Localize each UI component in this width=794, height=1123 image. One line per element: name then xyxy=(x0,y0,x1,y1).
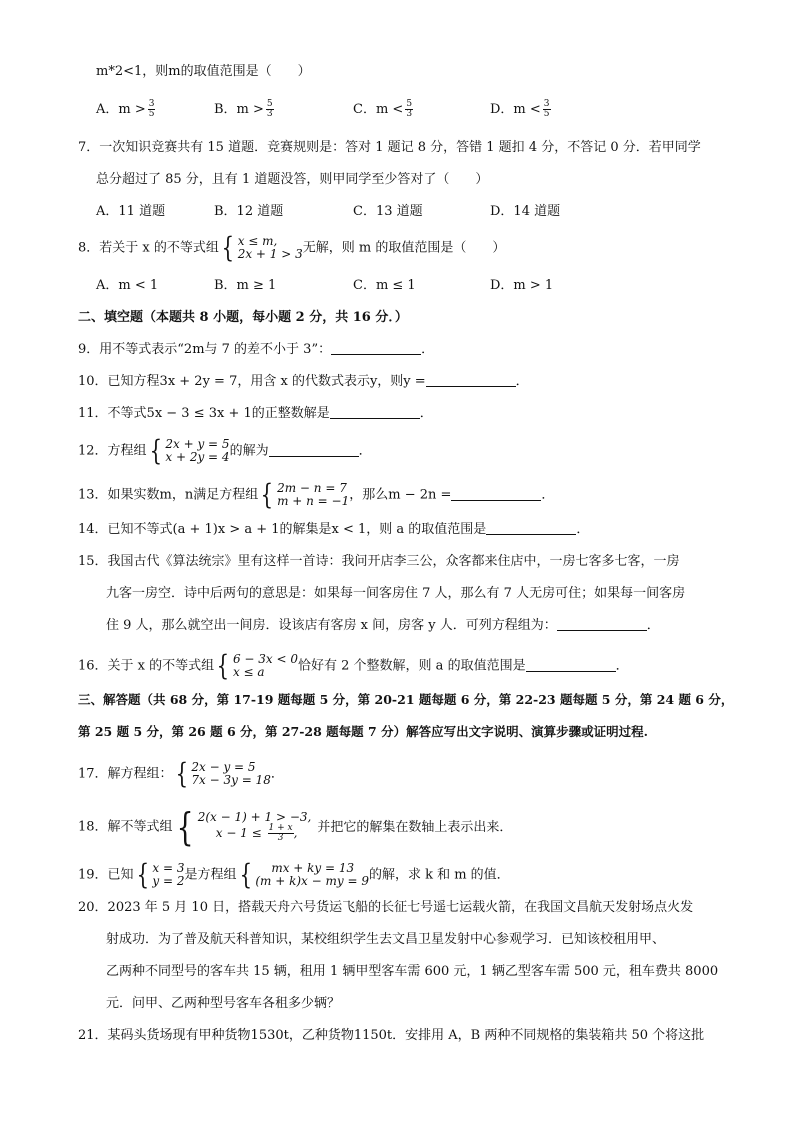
q8-option-a: A．m < 1 xyxy=(96,278,159,293)
q13: 13．如果实数m，n满足方程组 { 2m − n = 7 m + n = −1 ，那么m − 2n = ． xyxy=(78,478,555,511)
section-2-heading: 二、填空题（本题共 8 小题，每小题 2 分，共 16 分．） xyxy=(78,310,408,325)
q9-answer-blank[interactable] xyxy=(331,340,421,355)
q8-option-d: D．m > 1 xyxy=(490,278,554,293)
q7-line-1: 7．一次知识竞赛共有 15 道题．竞赛规则是：答对 1 题记 8 分，答错 1 题扣 4 分，不答记 0 分．若甲同学 xyxy=(78,140,701,155)
q10-answer-blank[interactable] xyxy=(426,372,516,387)
q6-tail: m*2<1，则m的取值范围是（ ） xyxy=(96,64,311,79)
q8-option-c: C．m ≤ 1 xyxy=(353,278,416,293)
q20-line-4: 元．问甲、乙两种型号客车各租多少辆？ xyxy=(106,996,341,1011)
q16-answer-blank[interactable] xyxy=(526,657,616,672)
q7-option-d: D．14 道题 xyxy=(490,204,561,219)
q19: 19．已知 { x = 3 y = 2 是方程组 { mx + ky = 13 (m + k)x − my = 9 的解，求 k 和 m 的值． xyxy=(78,858,510,891)
q9: 9．用不等式表示“2m与 7 的差不小于 3”： ． xyxy=(78,342,435,357)
q17: 17．解方程组： { 2x − y = 5 7x − 3y = 18 ． xyxy=(78,757,284,790)
q8-option-b: B．m ≥ 1 xyxy=(214,278,277,293)
q6-option-b: B．m > $\frac{5}{3}$ xyxy=(214,99,273,119)
q15-answer-blank[interactable] xyxy=(557,616,647,631)
q8-stem: 8．若关于 x 的不等式组 { x ≤ m, 2x + 1 > 3 无解，则 m 的取值范围是（ ） xyxy=(78,231,506,264)
q14: 14．已知不等式(a + 1)x > a + 1的解集是x < 1，则 a 的取值范围是 ． xyxy=(78,522,590,537)
q18: 18．解不等式组 { 2(x − 1) + 1 > −3, x − 1 ≤ $\frac{1 + x}{3}$ , 并把它的解集在数轴上表示出来． xyxy=(78,805,513,849)
section-3-heading-line-1: 三、解答题（共 68 分，第 17-19 题每题 5 分，第 20-21 题每题 6 分，第 22-23 题每题 5 分，第 24 题 6 分， xyxy=(78,692,734,707)
q10: 10．已知方程3x + 2y = 7，用含 x 的代数式表示y，则y = ． xyxy=(78,374,529,389)
q12: 12．方程组 { 2x + y = 5 x + 2y = 4 的解为 ． xyxy=(78,434,372,467)
q15-line-1: 15．我国古代《算法统宗》里有这样一首诗：我问开店李三公，众客都来住店中，一房七客多七客，一房 xyxy=(78,554,680,569)
q7-option-a: A．11 道题 xyxy=(96,204,166,219)
q6-option-c: C．m < $\frac{5}{3}$ xyxy=(353,99,413,119)
q15-line-3: 住 9 人，那么就空出一间房．设该店有客房 x 间，房客 y 人．可列方程组为： ． xyxy=(106,618,660,633)
q15-line-2: 九客一房空．诗中后两句的意思是：如果每一间客房住 7 人，那么有 7 人无房可住；如果每一间客房 xyxy=(106,586,686,601)
q6-option-a: A．m > $\frac{3}{5}$ xyxy=(96,99,155,119)
q6-option-d: D．m < $\frac{3}{5}$ xyxy=(490,99,550,119)
q7-option-b: B．12 道题 xyxy=(214,204,284,219)
q11-answer-blank[interactable] xyxy=(330,404,420,419)
q20-line-1: 20．2023 年 5 月 10 日，搭载天舟六号货运飞船的长征七号遥七运载火箭，在我国文昌航天发射场点火发 xyxy=(78,900,694,915)
q20-line-3: 乙两种不同型号的客车共 15 辆，租用 1 辆甲型客车需 600 元，1 辆乙型客车需 500 元，租车费共 8000 xyxy=(106,964,719,979)
q16: 16．关于 x 的不等式组 { 6 − 3x < 0 x ≤ a 恰好有 2 个整数解，则 a 的取值范围是 ． xyxy=(78,649,629,682)
q13-answer-blank[interactable] xyxy=(451,486,541,501)
q7-line-2: 总分超过了 85 分，且有 1 道题没答，则甲同学至少答对了（ ） xyxy=(96,172,489,187)
q21-line-1: 21．某码头货场现有甲种货物1530t，乙种货物1150t．安排用 A，B 两种不同规格的集装箱共 50 个将这批 xyxy=(78,1028,705,1043)
q7-option-c: C．13 道题 xyxy=(353,204,423,219)
q14-answer-blank[interactable] xyxy=(486,520,576,535)
q11: 11．不等式5x − 3 ≤ 3x + 1的正整数解是 ． xyxy=(78,406,433,421)
section-3-heading-line-2: 第 25 题 5 分，第 26 题 6 分，第 27-28 题每题 7 分）解答应写出文字说明、演算步骤或证明过程. xyxy=(78,724,648,739)
q20-line-2: 射成功．为了普及航天科普知识，某校组织学生去文昌卫星发射中心参观学习．已知该校租用甲、 xyxy=(106,932,666,947)
q12-answer-blank[interactable] xyxy=(269,442,359,457)
